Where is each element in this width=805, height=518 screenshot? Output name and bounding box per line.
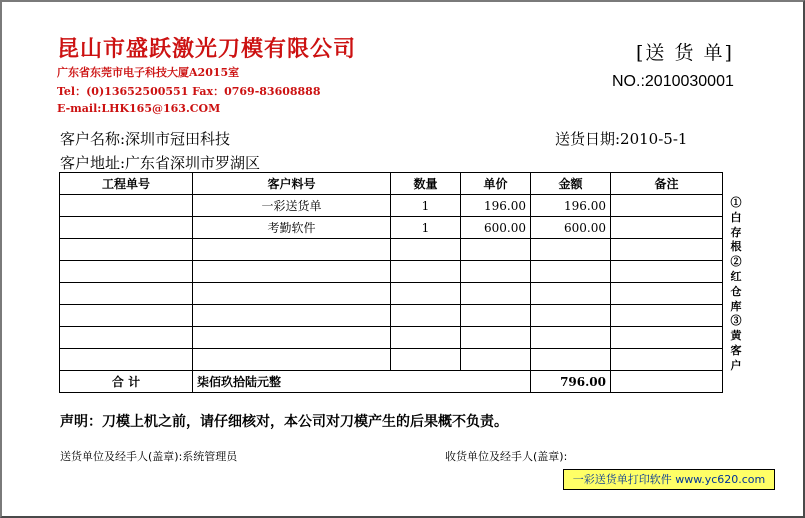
total-note xyxy=(611,371,723,393)
sender-signature: 送货单位及经手人(盖章):系统管理员 xyxy=(60,450,238,463)
table-row-empty xyxy=(60,305,723,327)
table-row-empty xyxy=(60,327,723,349)
declaration: 声明：刀模上机之前，请仔细核对，本公司对刀模产生的后果概不负责。 xyxy=(60,414,508,430)
header-project: 工程单号 xyxy=(60,173,193,195)
total-amount: 796.00 xyxy=(531,371,611,393)
header-item: 客户料号 xyxy=(193,173,391,195)
document-title: [送 货 单] xyxy=(636,42,734,64)
cell-project xyxy=(60,217,193,239)
client-name: 客户名称:深圳市冠田科技 xyxy=(60,130,231,148)
company-contact: Tel：(0)13652500551 Fax：0769-83608888 xyxy=(57,85,321,98)
cell-item: 一彩送货单 xyxy=(193,195,391,217)
cell-qty: 1 xyxy=(391,195,461,217)
cell-price: 600.00 xyxy=(461,217,531,239)
table-row-empty xyxy=(60,283,723,305)
cell-project xyxy=(60,195,193,217)
cell-note xyxy=(611,195,723,217)
copy-distribution-note: ①白存根②红仓库③黄客户 xyxy=(730,196,742,372)
header-qty: 数量 xyxy=(391,173,461,195)
company-name: 昆山市盛跃激光刀模有限公司 xyxy=(57,36,357,62)
delivery-table xyxy=(59,172,723,393)
cell-amount: 196.00 xyxy=(531,195,611,217)
cell-note xyxy=(611,217,723,239)
software-badge-link[interactable]: 一彩送货单打印软件 www.yc620.com xyxy=(563,469,775,490)
table-row-empty xyxy=(60,261,723,283)
cell-price: 196.00 xyxy=(461,195,531,217)
header-price: 单价 xyxy=(461,173,531,195)
table-total-row xyxy=(60,371,723,393)
cell-item: 考勤软件 xyxy=(193,217,391,239)
header-note: 备注 xyxy=(611,173,723,195)
client-address: 客户地址:广东省深圳市罗湖区 xyxy=(60,154,261,172)
cell-qty: 1 xyxy=(391,217,461,239)
header-amount: 金额 xyxy=(531,173,611,195)
company-address: 广东省东莞市电子科技大厦A2015室 xyxy=(57,66,240,79)
delivery-date: 送货日期:2010-5-1 xyxy=(555,130,688,148)
document-number: NO.:2010030001 xyxy=(612,73,734,90)
receiver-signature: 收货单位及经手人(盖章): xyxy=(445,450,568,463)
table-row-empty xyxy=(60,239,723,261)
cell-amount: 600.00 xyxy=(531,217,611,239)
total-label: 合 计 xyxy=(60,371,193,393)
table-row xyxy=(60,217,723,239)
total-in-words: 柒佰玖拾陆元整 xyxy=(193,371,531,393)
table-row xyxy=(60,195,723,217)
table-row-empty xyxy=(60,349,723,371)
company-email: E-mail:LHK165@163.COM xyxy=(57,102,221,115)
table-header-row xyxy=(60,173,723,195)
